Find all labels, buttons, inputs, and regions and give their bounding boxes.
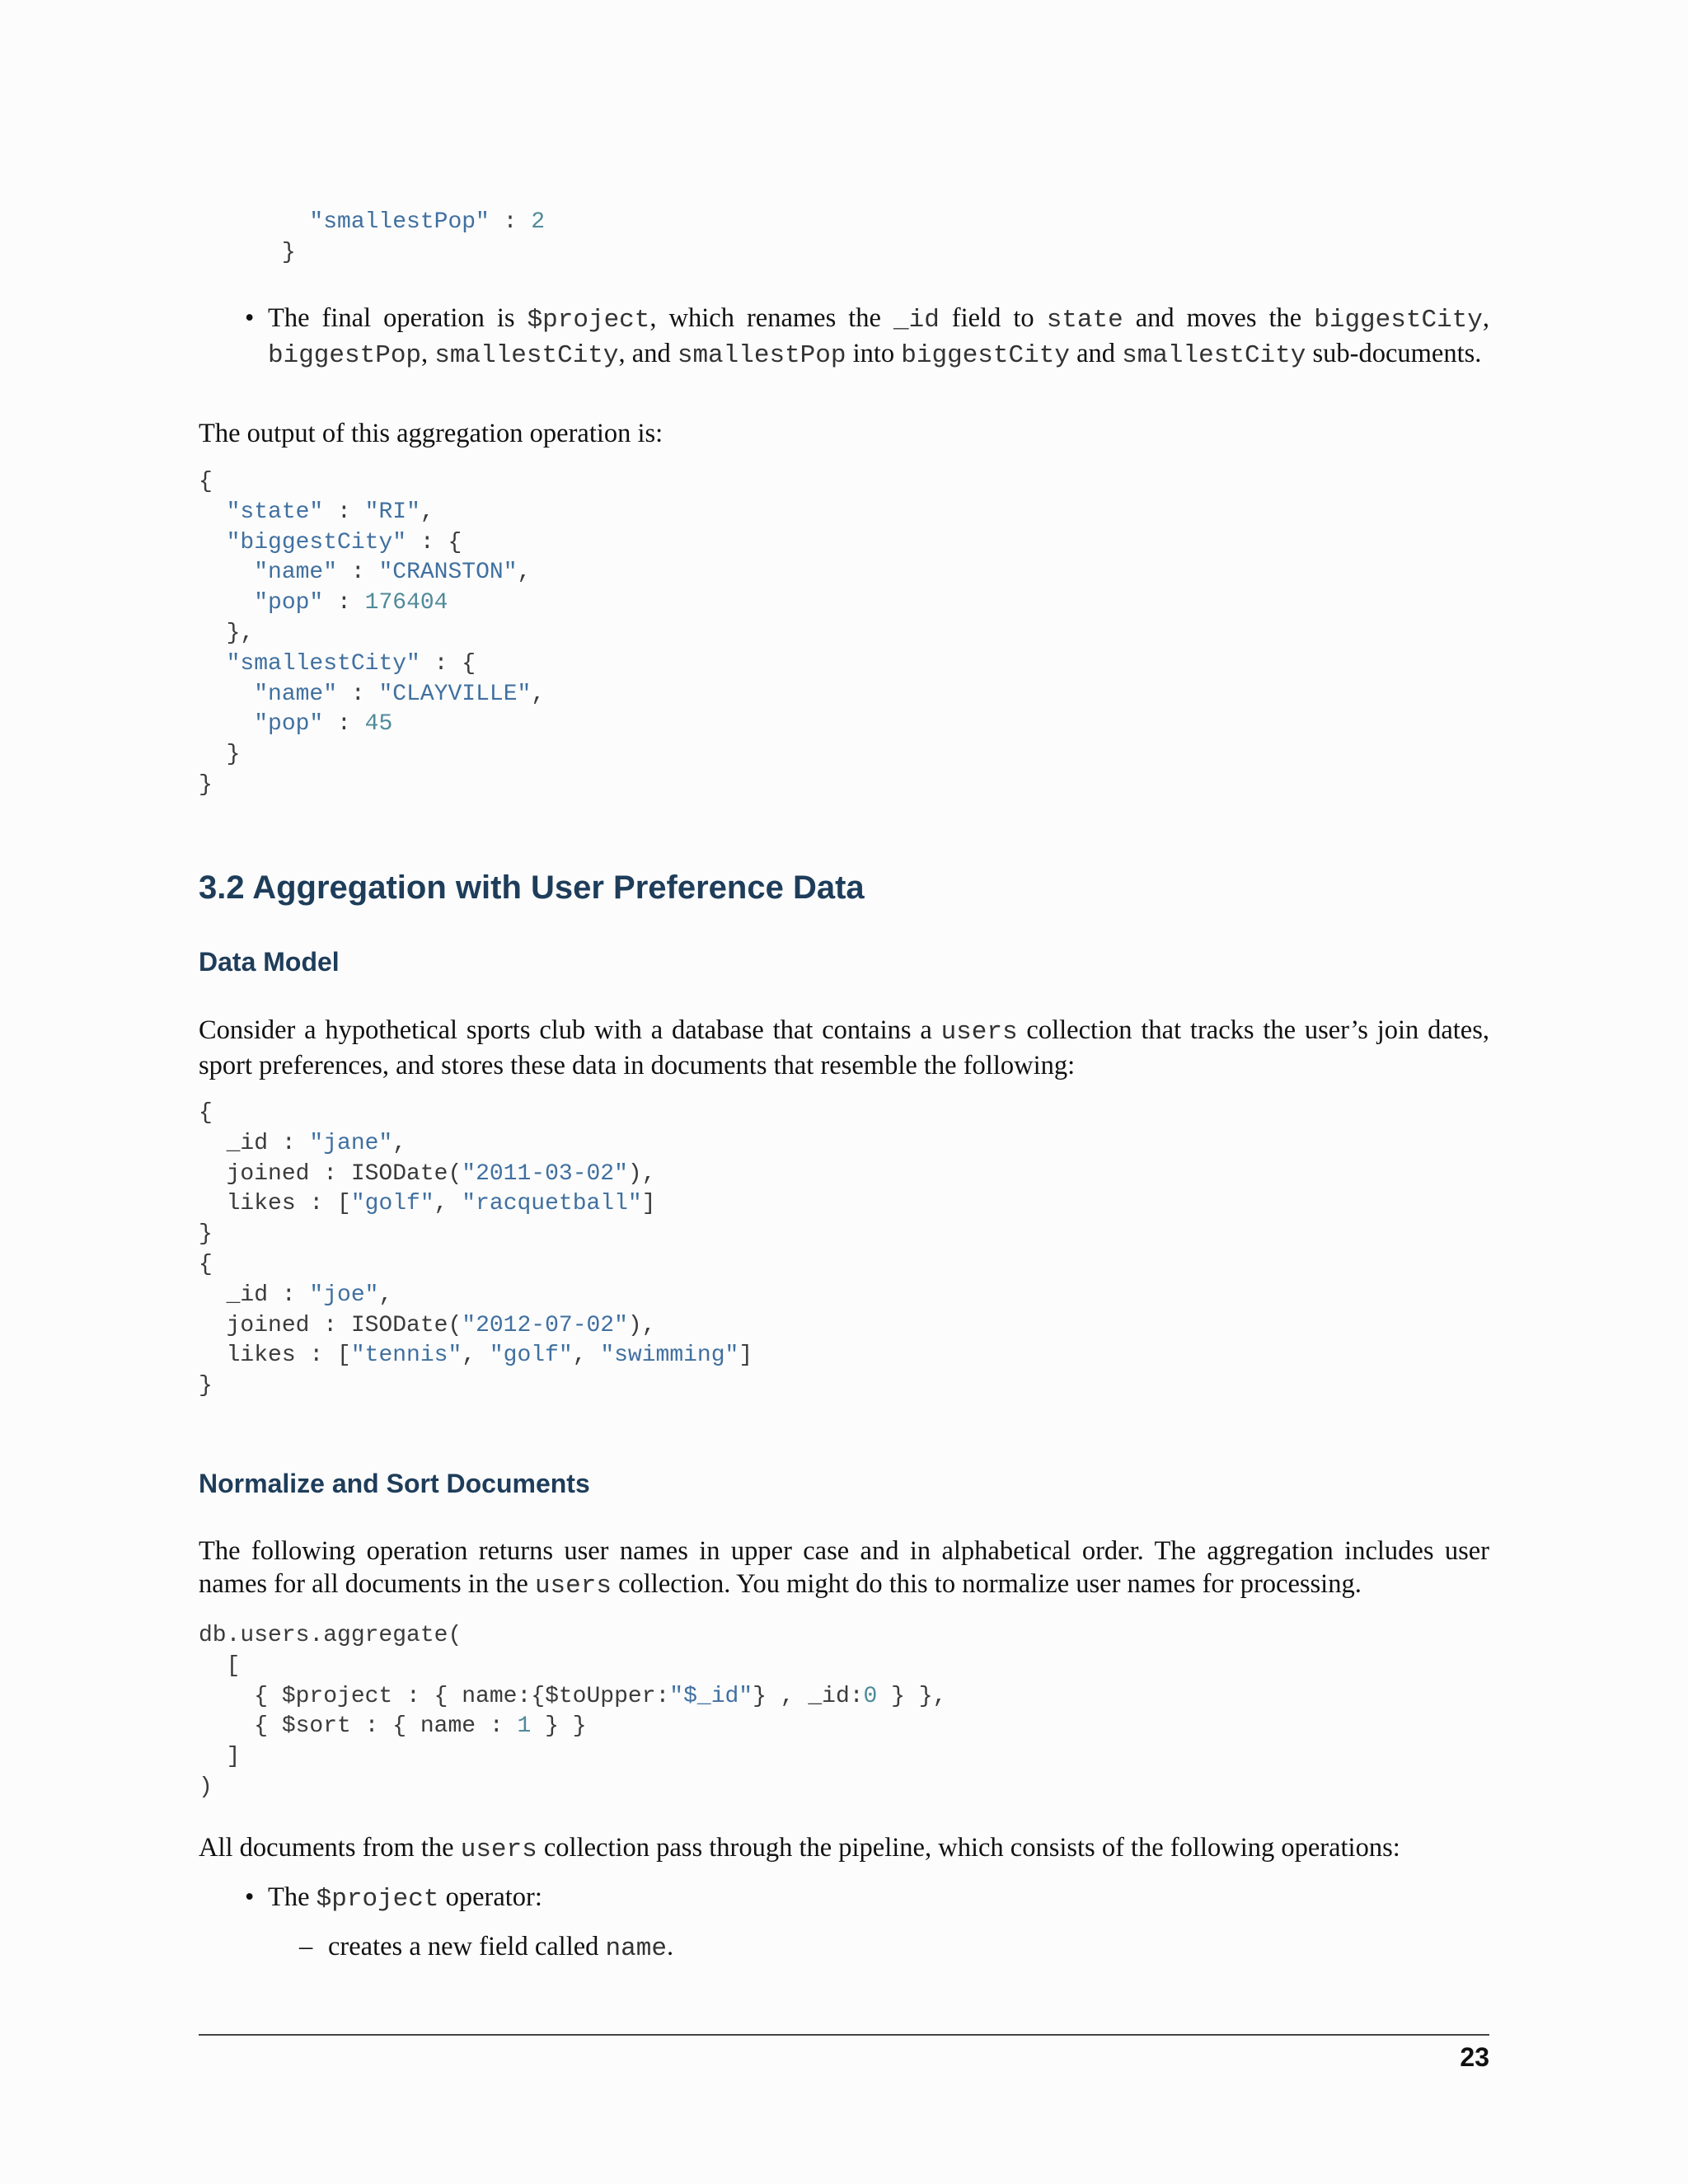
- bullet-list-pipeline: [199, 1881, 1489, 1916]
- heading-data-model: Data Model: [199, 947, 340, 977]
- code-block-aggregate: db.users.aggregate( [ { $project : { name:{$toUpper:"$_id"} , _id:0 } }, { $sort : { name : 1 } } ] ): [199, 1623, 947, 1800]
- list-item: • The final operation is $project, which renames the _id field to state and moves the biggestCity, biggestPop, smallestCity, and smallestPop into biggestCity and smallestCity sub-documents.: [245, 303, 1490, 370]
- code-block-documents: { _id : "jane", joined : ISODate("2011-03-02"), likes : ["golf", "racquetball"] } { _id : "joe", joined : ISODate("2012-07-02"), likes : ["tennis", "golf", "swimming"] }: [199, 1100, 753, 1399]
- sub-bullet-list: [199, 1930, 1489, 1966]
- list-item: – creates a new field called name.: [299, 1932, 674, 1963]
- page-number: 23: [1460, 2042, 1489, 2072]
- code-block-top: "smallestPop" : 2 }: [281, 209, 546, 265]
- heading-normalize: Normalize and Sort Documents: [199, 1469, 590, 1498]
- normalize-paragraph: The following operation returns user names in upper case and in alphabetical order. The aggregation includes user names for all documents in the users collection. You might do this to normalize user names for processing.: [199, 1536, 1489, 1601]
- output-intro: The output of this aggregation operation is:: [199, 419, 663, 448]
- code-block-output: { "state" : "RI", "biggestCity" : { "name" : "CRANSTON", "pop" : 176404 }, "smallestCity" : { "name" : "CLAYVILLE", "pop" : 45 } }: [199, 469, 546, 798]
- pipeline-paragraph: All documents from the users collection pass through the pipeline, which consists of the following operations:: [199, 1833, 1400, 1864]
- footer-divider: [199, 2034, 1489, 2036]
- section-title: 3.2 Aggregation with User Preference Data: [199, 869, 865, 906]
- list-item: • The $project operator:: [245, 1882, 542, 1914]
- data-model-paragraph: Consider a hypothetical sports club with a database that contains a users collection that tracks the user’s join dates, sport preferences, and stores these data in documents that resemble the following:: [199, 1015, 1489, 1080]
- bullet-list-project: [199, 302, 1489, 373]
